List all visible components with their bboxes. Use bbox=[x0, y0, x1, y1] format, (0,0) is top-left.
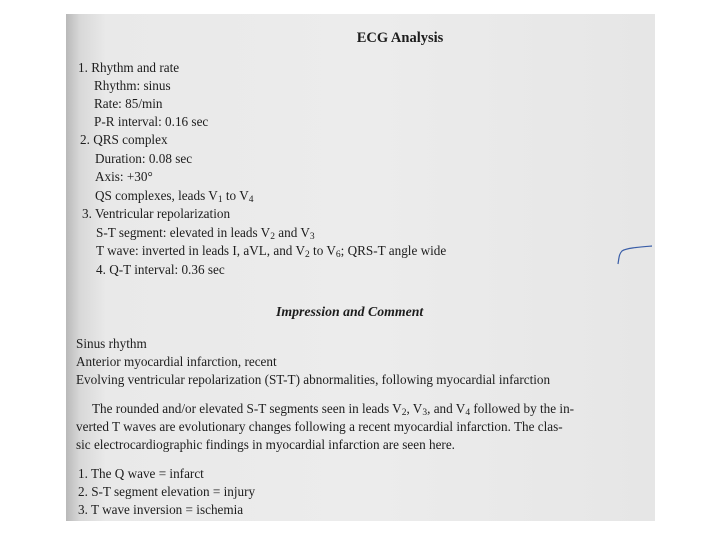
pr-interval: P-R interval: 0.16 sec bbox=[94, 114, 209, 129]
t-wave: T wave: inverted in leads I, aVL, and $V_2$ to $V_6$; QRS-T angle wide bbox=[96, 243, 447, 260]
impression-line-1: Sinus rhythm bbox=[76, 336, 147, 351]
qs-complexes: QS complexes, leads $V_1$ to $V_4$ bbox=[95, 188, 254, 205]
repolarization-heading: 3. Ventricular repolarization bbox=[82, 206, 231, 221]
paragraph-line-1: The rounded and/or elevated S-T segments seen in leads $V_2$, $V_3$, and $V_4$ followed by the in- bbox=[92, 401, 575, 418]
summary-item-1: 1. The Q wave = infarct bbox=[78, 466, 204, 481]
qrs-duration: Duration: 0.08 sec bbox=[95, 151, 193, 166]
impression-line-3: Evolving ventricular repolarization (ST-T) abnormalities, following myocardial infarction bbox=[76, 372, 551, 387]
qt-interval: 4. Q-T interval: 0.36 sec bbox=[96, 262, 225, 277]
rate-value: Rate: 85/min bbox=[94, 96, 163, 111]
scanned-page bbox=[66, 14, 655, 521]
pen-mark-icon bbox=[614, 242, 654, 266]
qrs-heading: 2. QRS complex bbox=[80, 132, 168, 147]
paragraph-line-3: sic electrocardiographic findings in myocardial infarction are seen here. bbox=[76, 437, 455, 452]
summary-item-3: 3. T wave inversion = ischemia bbox=[78, 502, 244, 517]
qrs-axis: Axis: +30° bbox=[95, 169, 153, 184]
st-segment: S-T segment: elevated in leads $V_2$ and $V_3$ bbox=[96, 225, 315, 242]
impression-heading: Impression and Comment bbox=[276, 304, 424, 319]
impression-line-2: Anterior myocardial infarction, recent bbox=[76, 354, 277, 369]
rhythm-heading: 1. Rhythm and rate bbox=[78, 60, 180, 75]
paragraph-line-2: verted T waves are evolutionary changes following a recent myocardial infarction. The clas- bbox=[76, 419, 563, 434]
rhythm-value: Rhythm: sinus bbox=[94, 78, 171, 93]
summary-item-2: 2. S-T segment elevation = injury bbox=[78, 484, 256, 499]
document-title: ECG Analysis bbox=[356, 30, 444, 46]
